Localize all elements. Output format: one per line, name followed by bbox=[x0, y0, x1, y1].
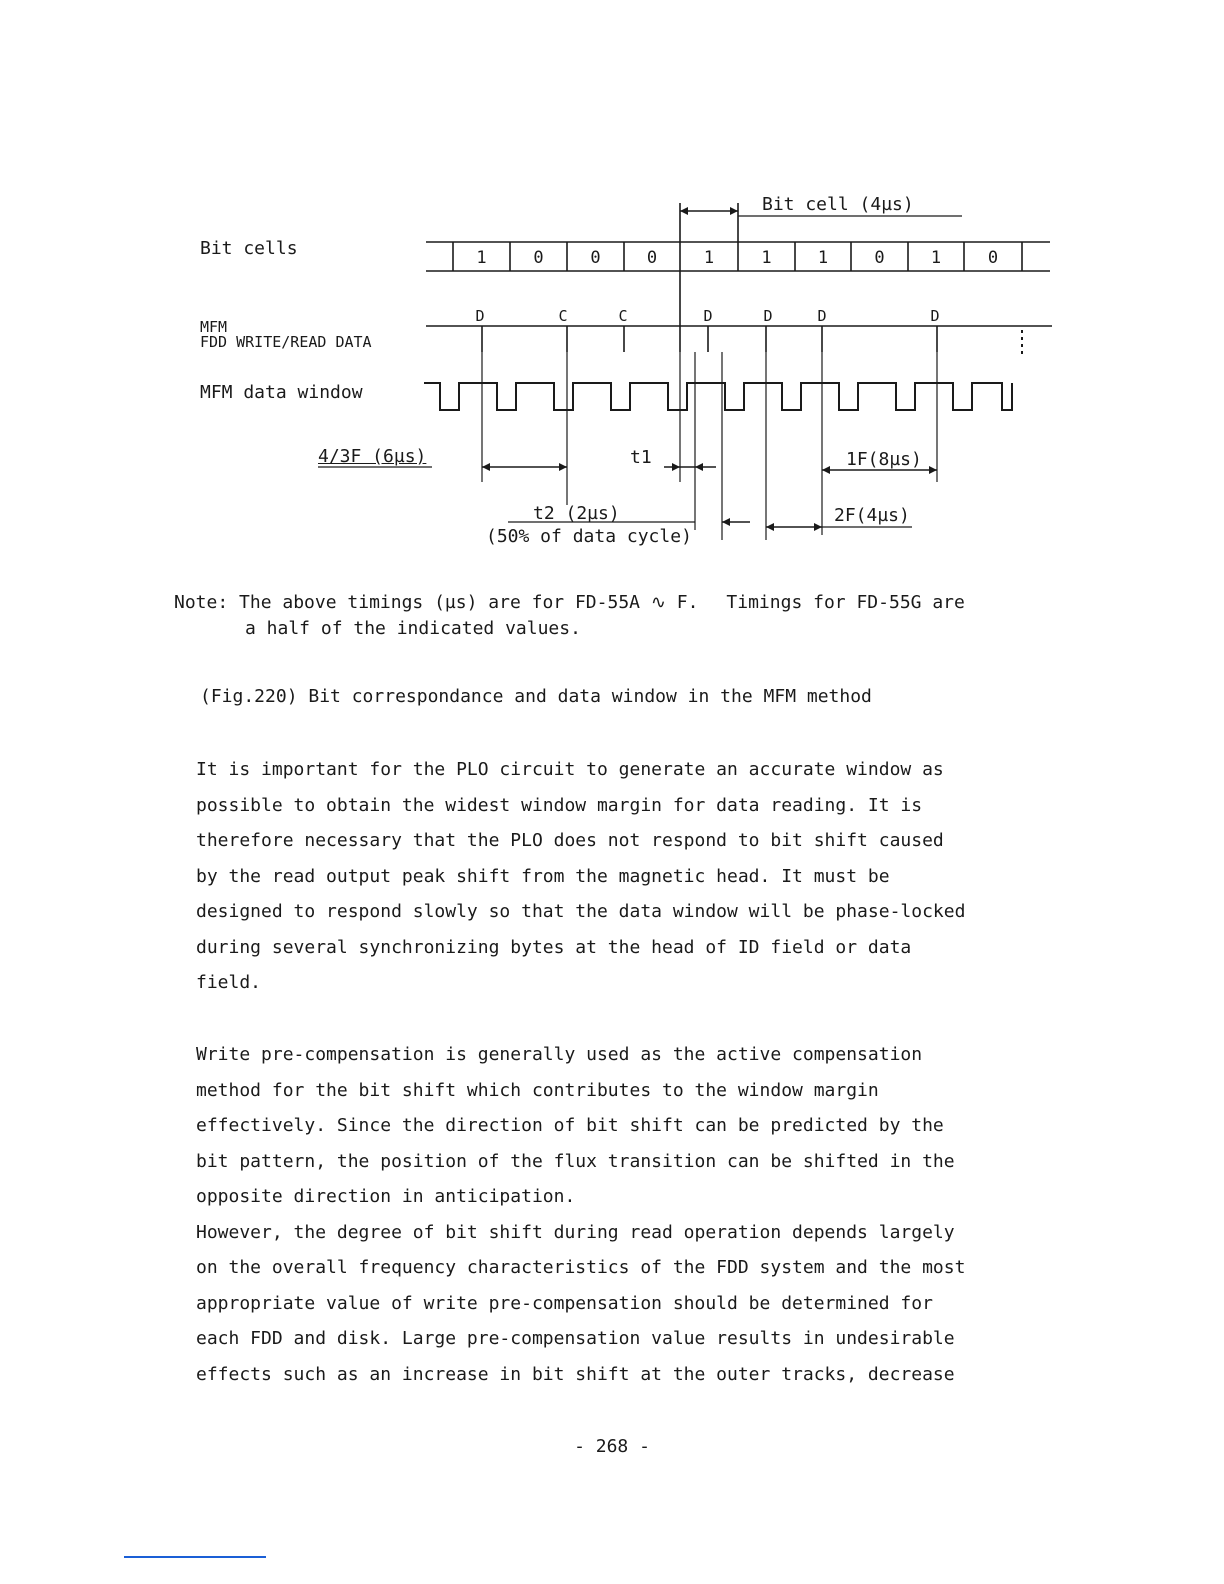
text-line: bit pattern, the position of the flux transition can be shifted in the bbox=[196, 1150, 955, 1172]
pulse-mark-6: D bbox=[930, 307, 940, 325]
text-line: each FDD and disk. Large pre-compensation value results in undesirable bbox=[196, 1328, 955, 1349]
pulse-mark-3: D bbox=[703, 307, 713, 325]
footer-rule bbox=[124, 1556, 266, 1558]
timing-43f-label: 4/3F (6µs) bbox=[318, 446, 427, 467]
timing-diagram bbox=[0, 0, 1224, 570]
text-line: therefore necessary that the PLO does not respond to bit shift caused bbox=[196, 830, 944, 851]
pulse-mark-5: D bbox=[817, 307, 827, 325]
timing-t1-arrow-right bbox=[695, 463, 703, 471]
timing-t1-label: t1 bbox=[630, 447, 652, 468]
timing-2f-arrow-left bbox=[766, 523, 774, 531]
note-line-2: a half of the indicated values. bbox=[245, 618, 581, 639]
bit-value-5: 1 bbox=[761, 248, 772, 268]
page-number: - 268 - bbox=[574, 1436, 650, 1457]
timing-1f-label: 1F(8µs) bbox=[846, 449, 922, 470]
timing-1f-arrow-right bbox=[929, 466, 937, 474]
bit-cell-arrow-left bbox=[680, 207, 688, 215]
fdd-data-label: FDD WRITE/READ DATA bbox=[200, 333, 372, 351]
text-line: by the read output peak shift from the magnetic head. It must be bbox=[196, 865, 890, 887]
bit-value-0: 1 bbox=[476, 248, 487, 268]
bit-value-8: 1 bbox=[930, 248, 942, 268]
mfm-data-window-wave bbox=[424, 383, 1012, 410]
timing-diagram-svg bbox=[0, 0, 1224, 570]
text-line: appropriate value of write pre-compensation should be determined for bbox=[196, 1292, 933, 1314]
bit-value-7: 0 bbox=[874, 248, 885, 268]
timing-43f-arrow-right bbox=[559, 463, 567, 471]
window-label: MFM data window bbox=[200, 382, 363, 403]
text-line: effects such as an increase in bit shift at the outer tracks, decrease bbox=[196, 1363, 955, 1385]
bit-cell-arrow-right bbox=[730, 207, 738, 215]
timing-2f-label: 2F(4µs) bbox=[834, 505, 910, 526]
text-line: opposite direction in anticipation. bbox=[196, 1186, 576, 1207]
pulse-mark-4: D bbox=[763, 307, 773, 325]
bit-value-3: 0 bbox=[646, 248, 658, 268]
bit-cells-label: Bit cells bbox=[200, 238, 298, 259]
text-line: Write pre-compensation is generally used as the active compensation bbox=[196, 1044, 923, 1065]
timing-t2-arrow bbox=[722, 518, 730, 526]
bit-value-1: 0 bbox=[533, 248, 544, 268]
text-line: designed to respond slowly so that the data window will be phase-locked bbox=[196, 901, 966, 922]
text-line: method for the bit shift which contributes to the window margin bbox=[196, 1079, 879, 1101]
bit-cell-header: Bit cell (4µs) bbox=[762, 194, 914, 215]
text-line: possible to obtain the widest window margin for data reading. It is bbox=[196, 794, 923, 816]
text-line: during several synchronizing bytes at the head of ID field or data bbox=[196, 936, 912, 958]
mfm-label: MFM bbox=[200, 318, 228, 336]
paragraph-1 bbox=[196, 752, 1056, 1001]
figure-caption: (Fig.220) Bit correspondance and data window in the MFM method bbox=[200, 686, 872, 707]
bit-value-9: 0 bbox=[987, 248, 999, 268]
timing-t2-note: (50% of data cycle) bbox=[486, 526, 692, 547]
note-line-1b: Timings for FD-55G are bbox=[726, 592, 965, 613]
timing-2f-arrow-right bbox=[814, 523, 822, 531]
pulse-mark-1: C bbox=[558, 307, 568, 325]
timing-43f-arrow-left bbox=[482, 463, 490, 471]
pulse-mark-0: D bbox=[475, 307, 485, 325]
text-line: on the overall frequency characteristics of the FDD system and the most bbox=[196, 1257, 966, 1278]
text-line: It is important for the PLO circuit to generate an accurate window as bbox=[196, 759, 944, 780]
timing-1f-arrow-left bbox=[822, 466, 830, 474]
bit-value-6: 1 bbox=[817, 248, 829, 268]
text-line: However, the degree of bit shift during read operation depends largely bbox=[196, 1221, 955, 1243]
pulse-mark-2: C bbox=[618, 307, 628, 325]
bit-value-2: 0 bbox=[590, 248, 601, 268]
bit-value-4: 1 bbox=[703, 248, 715, 268]
note-line-1a: Note: The above timings (µs) are for FD-55A ∿ F. bbox=[174, 592, 699, 613]
text-line: effectively. Since the direction of bit shift can be predicted by the bbox=[196, 1115, 944, 1136]
note bbox=[174, 590, 1074, 642]
timing-t1-arrow-left bbox=[672, 463, 680, 471]
timing-t2-label: t2 (2µs) bbox=[533, 503, 620, 524]
text-line: field. bbox=[196, 972, 262, 993]
paragraph-2 bbox=[196, 1037, 1056, 1392]
